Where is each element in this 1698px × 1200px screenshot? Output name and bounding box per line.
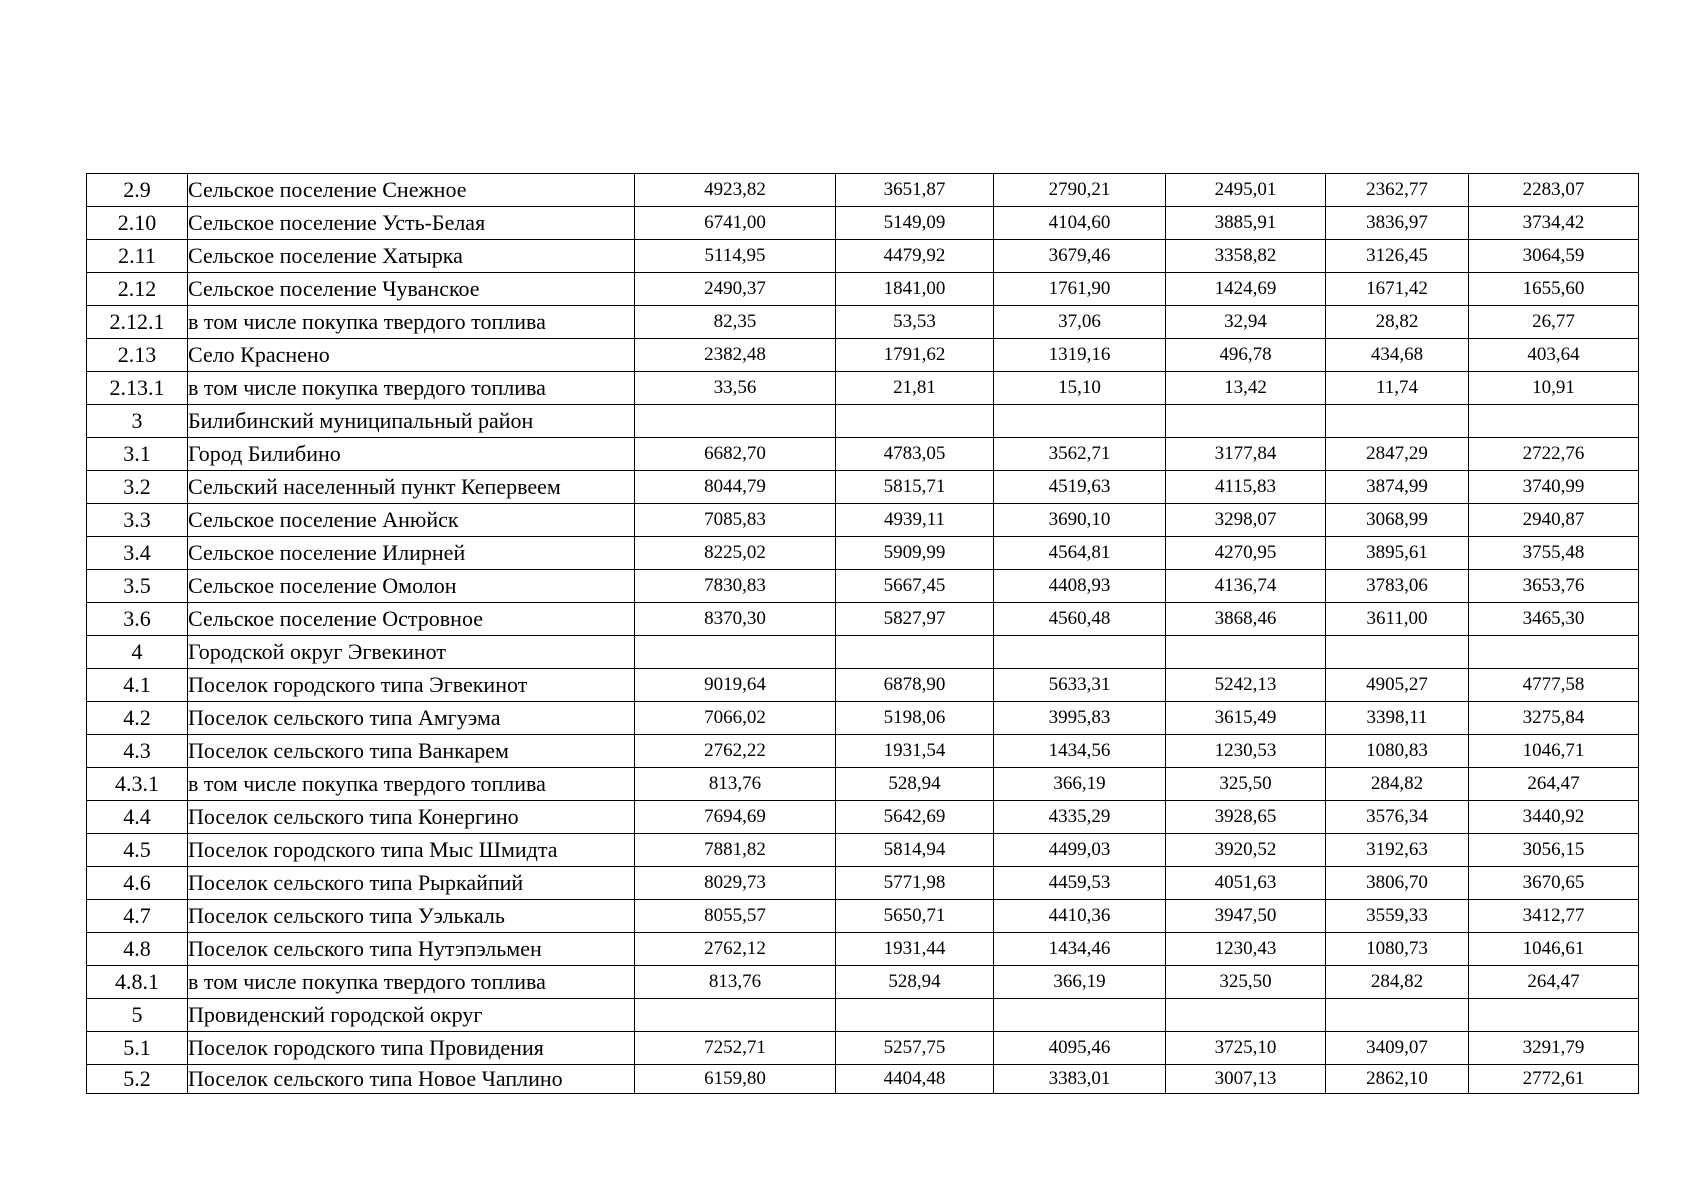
value-cell: 2847,29 bbox=[1326, 438, 1469, 471]
value-cell: 3177,84 bbox=[1166, 438, 1326, 471]
value-cell: 3783,06 bbox=[1326, 570, 1469, 603]
row-number: 2.13.1 bbox=[87, 372, 188, 405]
value-cell: 4051,63 bbox=[1166, 867, 1326, 900]
value-cell bbox=[1469, 405, 1639, 438]
value-cell: 1230,43 bbox=[1166, 933, 1326, 966]
value-cell: 1931,44 bbox=[836, 933, 994, 966]
value-cell bbox=[1469, 999, 1639, 1032]
row-name: в том числе покупка твердого топлива bbox=[188, 768, 635, 801]
table-row bbox=[87, 933, 1639, 966]
value-cell: 8029,73 bbox=[635, 867, 836, 900]
value-cell bbox=[836, 636, 994, 669]
value-cell: 434,68 bbox=[1326, 339, 1469, 372]
value-cell: 7066,02 bbox=[635, 702, 836, 735]
value-cell: 1931,54 bbox=[836, 735, 994, 768]
value-cell: 5909,99 bbox=[836, 537, 994, 570]
value-cell: 3651,87 bbox=[836, 174, 994, 207]
value-cell: 3725,10 bbox=[1166, 1032, 1326, 1065]
table-row bbox=[87, 240, 1639, 273]
value-cell: 8370,30 bbox=[635, 603, 836, 636]
value-cell: 4404,48 bbox=[836, 1065, 994, 1094]
value-cell: 3358,82 bbox=[1166, 240, 1326, 273]
value-cell: 366,19 bbox=[994, 768, 1166, 801]
row-number: 4 bbox=[87, 636, 188, 669]
value-cell: 403,64 bbox=[1469, 339, 1639, 372]
row-number: 3.1 bbox=[87, 438, 188, 471]
value-cell: 1046,71 bbox=[1469, 735, 1639, 768]
value-cell bbox=[836, 405, 994, 438]
table-row bbox=[87, 669, 1639, 702]
value-cell bbox=[836, 999, 994, 1032]
value-cell: 284,82 bbox=[1326, 768, 1469, 801]
row-number: 2.11 bbox=[87, 240, 188, 273]
value-cell: 284,82 bbox=[1326, 966, 1469, 999]
value-cell: 3298,07 bbox=[1166, 504, 1326, 537]
value-cell: 3409,07 bbox=[1326, 1032, 1469, 1065]
value-cell: 4115,83 bbox=[1166, 471, 1326, 504]
value-cell: 3836,97 bbox=[1326, 207, 1469, 240]
row-name: Городской округ Эгвекинот bbox=[188, 636, 635, 669]
value-cell: 813,76 bbox=[635, 966, 836, 999]
value-cell: 3068,99 bbox=[1326, 504, 1469, 537]
row-number: 5.1 bbox=[87, 1032, 188, 1065]
value-cell: 10,91 bbox=[1469, 372, 1639, 405]
value-cell: 1424,69 bbox=[1166, 273, 1326, 306]
row-number: 4.7 bbox=[87, 900, 188, 933]
row-number: 4.3.1 bbox=[87, 768, 188, 801]
table-row bbox=[87, 174, 1639, 207]
value-cell: 2722,76 bbox=[1469, 438, 1639, 471]
table-row bbox=[87, 702, 1639, 735]
value-cell: 4335,29 bbox=[994, 801, 1166, 834]
value-cell bbox=[994, 999, 1166, 1032]
value-cell: 3690,10 bbox=[994, 504, 1166, 537]
value-cell: 5257,75 bbox=[836, 1032, 994, 1065]
table-row bbox=[87, 603, 1639, 636]
value-cell: 1761,90 bbox=[994, 273, 1166, 306]
value-cell: 2772,61 bbox=[1469, 1065, 1639, 1094]
value-cell: 3615,49 bbox=[1166, 702, 1326, 735]
value-cell: 3947,50 bbox=[1166, 900, 1326, 933]
row-number: 4.1 bbox=[87, 669, 188, 702]
value-cell: 4777,58 bbox=[1469, 669, 1639, 702]
value-cell: 264,47 bbox=[1469, 768, 1639, 801]
value-cell bbox=[1469, 636, 1639, 669]
value-cell: 3806,70 bbox=[1326, 867, 1469, 900]
table-row bbox=[87, 1065, 1639, 1094]
value-cell: 2762,12 bbox=[635, 933, 836, 966]
value-cell bbox=[1326, 999, 1469, 1032]
row-name: Поселок сельского типа Конергино bbox=[188, 801, 635, 834]
value-cell: 1434,56 bbox=[994, 735, 1166, 768]
table-row bbox=[87, 207, 1639, 240]
value-cell: 813,76 bbox=[635, 768, 836, 801]
value-cell: 4410,36 bbox=[994, 900, 1166, 933]
value-cell: 3755,48 bbox=[1469, 537, 1639, 570]
value-cell: 2362,77 bbox=[1326, 174, 1469, 207]
value-cell: 5815,71 bbox=[836, 471, 994, 504]
value-cell: 3126,45 bbox=[1326, 240, 1469, 273]
value-cell: 5667,45 bbox=[836, 570, 994, 603]
value-cell: 5771,98 bbox=[836, 867, 994, 900]
value-cell: 8044,79 bbox=[635, 471, 836, 504]
value-cell: 37,06 bbox=[994, 306, 1166, 339]
value-cell: 4519,63 bbox=[994, 471, 1166, 504]
value-cell: 4459,53 bbox=[994, 867, 1166, 900]
value-cell: 28,82 bbox=[1326, 306, 1469, 339]
value-cell: 3056,15 bbox=[1469, 834, 1639, 867]
value-cell bbox=[635, 999, 836, 1032]
value-cell: 1791,62 bbox=[836, 339, 994, 372]
table-row bbox=[87, 570, 1639, 603]
row-number: 3.5 bbox=[87, 570, 188, 603]
value-cell: 3920,52 bbox=[1166, 834, 1326, 867]
value-cell: 1080,73 bbox=[1326, 933, 1469, 966]
value-cell: 3192,63 bbox=[1326, 834, 1469, 867]
value-cell: 7085,83 bbox=[635, 504, 836, 537]
table-row bbox=[87, 504, 1639, 537]
value-cell: 3007,13 bbox=[1166, 1065, 1326, 1094]
value-cell: 11,74 bbox=[1326, 372, 1469, 405]
value-cell: 2862,10 bbox=[1326, 1065, 1469, 1094]
value-cell: 5650,71 bbox=[836, 900, 994, 933]
value-cell: 1080,83 bbox=[1326, 735, 1469, 768]
value-cell: 3868,46 bbox=[1166, 603, 1326, 636]
data-table bbox=[86, 173, 1639, 1094]
row-name: Поселок сельского типа Нутэпэльмен bbox=[188, 933, 635, 966]
value-cell: 13,42 bbox=[1166, 372, 1326, 405]
value-cell: 7694,69 bbox=[635, 801, 836, 834]
row-number: 2.12.1 bbox=[87, 306, 188, 339]
value-cell: 1230,53 bbox=[1166, 735, 1326, 768]
value-cell: 5642,69 bbox=[836, 801, 994, 834]
row-number: 4.4 bbox=[87, 801, 188, 834]
value-cell: 3412,77 bbox=[1469, 900, 1639, 933]
table-row bbox=[87, 471, 1639, 504]
value-cell: 5814,94 bbox=[836, 834, 994, 867]
value-cell: 2490,37 bbox=[635, 273, 836, 306]
value-cell: 2283,07 bbox=[1469, 174, 1639, 207]
value-cell: 33,56 bbox=[635, 372, 836, 405]
table-row bbox=[87, 768, 1639, 801]
row-name: Сельское поселение Омолон bbox=[188, 570, 635, 603]
value-cell: 1319,16 bbox=[994, 339, 1166, 372]
value-cell: 4479,92 bbox=[836, 240, 994, 273]
value-cell: 1046,61 bbox=[1469, 933, 1639, 966]
value-cell: 3611,00 bbox=[1326, 603, 1469, 636]
row-name: в том числе покупка твердого топлива bbox=[188, 966, 635, 999]
value-cell: 3440,92 bbox=[1469, 801, 1639, 834]
row-name: Поселок сельского типа Новое Чаплино bbox=[188, 1065, 635, 1094]
value-cell: 8225,02 bbox=[635, 537, 836, 570]
value-cell: 3064,59 bbox=[1469, 240, 1639, 273]
value-cell: 2762,22 bbox=[635, 735, 836, 768]
value-cell: 3562,71 bbox=[994, 438, 1166, 471]
value-cell: 3928,65 bbox=[1166, 801, 1326, 834]
value-cell bbox=[1326, 636, 1469, 669]
value-cell: 4408,93 bbox=[994, 570, 1166, 603]
row-number: 4.2 bbox=[87, 702, 188, 735]
value-cell: 4939,11 bbox=[836, 504, 994, 537]
value-cell: 4560,48 bbox=[994, 603, 1166, 636]
row-name: Поселок сельского типа Уэлькаль bbox=[188, 900, 635, 933]
value-cell: 7252,71 bbox=[635, 1032, 836, 1065]
table-row bbox=[87, 966, 1639, 999]
value-cell: 5827,97 bbox=[836, 603, 994, 636]
value-cell: 325,50 bbox=[1166, 966, 1326, 999]
table-body bbox=[87, 174, 1639, 1094]
value-cell: 7881,82 bbox=[635, 834, 836, 867]
row-name: Город Билибино bbox=[188, 438, 635, 471]
value-cell: 6741,00 bbox=[635, 207, 836, 240]
value-cell: 4905,27 bbox=[1326, 669, 1469, 702]
row-name: Поселок сельского типа Амгуэма bbox=[188, 702, 635, 735]
value-cell: 8055,57 bbox=[635, 900, 836, 933]
row-number: 3.4 bbox=[87, 537, 188, 570]
row-name: Провиденский городской округ bbox=[188, 999, 635, 1032]
table-row bbox=[87, 999, 1639, 1032]
value-cell: 6159,80 bbox=[635, 1065, 836, 1094]
row-name: Село Краснено bbox=[188, 339, 635, 372]
row-number: 2.9 bbox=[87, 174, 188, 207]
row-name: Сельское поселение Илирней bbox=[188, 537, 635, 570]
row-number: 4.5 bbox=[87, 834, 188, 867]
value-cell: 4136,74 bbox=[1166, 570, 1326, 603]
value-cell bbox=[994, 636, 1166, 669]
table-row bbox=[87, 867, 1639, 900]
value-cell bbox=[1166, 405, 1326, 438]
row-number: 2.12 bbox=[87, 273, 188, 306]
value-cell: 1655,60 bbox=[1469, 273, 1639, 306]
value-cell: 82,35 bbox=[635, 306, 836, 339]
value-cell bbox=[635, 636, 836, 669]
value-cell: 4270,95 bbox=[1166, 537, 1326, 570]
value-cell: 5198,06 bbox=[836, 702, 994, 735]
table-row bbox=[87, 372, 1639, 405]
value-cell: 7830,83 bbox=[635, 570, 836, 603]
value-cell: 1434,46 bbox=[994, 933, 1166, 966]
row-number: 5.2 bbox=[87, 1065, 188, 1094]
row-name: Поселок городского типа Провидения bbox=[188, 1032, 635, 1065]
row-number: 3.2 bbox=[87, 471, 188, 504]
row-name: Поселок городского типа Мыс Шмидта bbox=[188, 834, 635, 867]
value-cell: 5114,95 bbox=[635, 240, 836, 273]
row-number: 5 bbox=[87, 999, 188, 1032]
row-number: 3.6 bbox=[87, 603, 188, 636]
row-name: Поселок городского типа Эгвекинот bbox=[188, 669, 635, 702]
value-cell: 5633,31 bbox=[994, 669, 1166, 702]
row-number: 2.13 bbox=[87, 339, 188, 372]
value-cell: 4499,03 bbox=[994, 834, 1166, 867]
value-cell: 1671,42 bbox=[1326, 273, 1469, 306]
value-cell: 3740,99 bbox=[1469, 471, 1639, 504]
row-number: 3.3 bbox=[87, 504, 188, 537]
row-name: Сельский населенный пункт Кепервеем bbox=[188, 471, 635, 504]
value-cell: 3874,99 bbox=[1326, 471, 1469, 504]
row-number: 4.3 bbox=[87, 735, 188, 768]
table-row bbox=[87, 537, 1639, 570]
table-row bbox=[87, 438, 1639, 471]
table-row bbox=[87, 801, 1639, 834]
row-number: 4.8.1 bbox=[87, 966, 188, 999]
value-cell bbox=[635, 405, 836, 438]
row-name: в том числе покупка твердого топлива bbox=[188, 306, 635, 339]
row-number: 4.8 bbox=[87, 933, 188, 966]
table-row bbox=[87, 273, 1639, 306]
row-number: 2.10 bbox=[87, 207, 188, 240]
value-cell: 3995,83 bbox=[994, 702, 1166, 735]
value-cell: 3465,30 bbox=[1469, 603, 1639, 636]
row-name: Поселок сельского типа Рыркайпий bbox=[188, 867, 635, 900]
row-name: Сельское поселение Чуванское bbox=[188, 273, 635, 306]
value-cell: 3291,79 bbox=[1469, 1032, 1639, 1065]
row-number: 3 bbox=[87, 405, 188, 438]
row-name: Сельское поселение Усть-Белая bbox=[188, 207, 635, 240]
value-cell: 26,77 bbox=[1469, 306, 1639, 339]
row-name: в том числе покупка твердого топлива bbox=[188, 372, 635, 405]
value-cell: 3670,65 bbox=[1469, 867, 1639, 900]
value-cell: 53,53 bbox=[836, 306, 994, 339]
row-number: 4.6 bbox=[87, 867, 188, 900]
row-name: Сельское поселение Снежное bbox=[188, 174, 635, 207]
value-cell: 6682,70 bbox=[635, 438, 836, 471]
value-cell: 32,94 bbox=[1166, 306, 1326, 339]
value-cell: 3576,34 bbox=[1326, 801, 1469, 834]
value-cell: 2495,01 bbox=[1166, 174, 1326, 207]
value-cell: 4564,81 bbox=[994, 537, 1166, 570]
value-cell: 496,78 bbox=[1166, 339, 1326, 372]
value-cell: 366,19 bbox=[994, 966, 1166, 999]
value-cell: 3679,46 bbox=[994, 240, 1166, 273]
value-cell: 3653,76 bbox=[1469, 570, 1639, 603]
value-cell: 2940,87 bbox=[1469, 504, 1639, 537]
value-cell: 5149,09 bbox=[836, 207, 994, 240]
value-cell: 3275,84 bbox=[1469, 702, 1639, 735]
row-name: Поселок сельского типа Ванкарем bbox=[188, 735, 635, 768]
value-cell: 21,81 bbox=[836, 372, 994, 405]
table-row bbox=[87, 834, 1639, 867]
value-cell: 264,47 bbox=[1469, 966, 1639, 999]
value-cell: 9019,64 bbox=[635, 669, 836, 702]
value-cell: 2790,21 bbox=[994, 174, 1166, 207]
value-cell: 5242,13 bbox=[1166, 669, 1326, 702]
value-cell: 2382,48 bbox=[635, 339, 836, 372]
value-cell: 1841,00 bbox=[836, 273, 994, 306]
value-cell: 4783,05 bbox=[836, 438, 994, 471]
value-cell bbox=[994, 405, 1166, 438]
value-cell: 3885,91 bbox=[1166, 207, 1326, 240]
value-cell: 528,94 bbox=[836, 768, 994, 801]
value-cell: 325,50 bbox=[1166, 768, 1326, 801]
value-cell: 3559,33 bbox=[1326, 900, 1469, 933]
value-cell: 528,94 bbox=[836, 966, 994, 999]
table-row bbox=[87, 900, 1639, 933]
value-cell: 3734,42 bbox=[1469, 207, 1639, 240]
table-row bbox=[87, 306, 1639, 339]
value-cell bbox=[1326, 405, 1469, 438]
value-cell: 3398,11 bbox=[1326, 702, 1469, 735]
value-cell bbox=[1166, 636, 1326, 669]
value-cell: 4104,60 bbox=[994, 207, 1166, 240]
value-cell: 4923,82 bbox=[635, 174, 836, 207]
value-cell bbox=[1166, 999, 1326, 1032]
table-row bbox=[87, 735, 1639, 768]
table-row bbox=[87, 1032, 1639, 1065]
table-row bbox=[87, 636, 1639, 669]
row-name: Сельское поселение Хатырка bbox=[188, 240, 635, 273]
value-cell: 3895,61 bbox=[1326, 537, 1469, 570]
value-cell: 4095,46 bbox=[994, 1032, 1166, 1065]
table-row bbox=[87, 405, 1639, 438]
value-cell: 3383,01 bbox=[994, 1065, 1166, 1094]
row-name: Сельское поселение Островное bbox=[188, 603, 635, 636]
table-row bbox=[87, 339, 1639, 372]
value-cell: 15,10 bbox=[994, 372, 1166, 405]
value-cell: 6878,90 bbox=[836, 669, 994, 702]
row-name: Сельское поселение Анюйск bbox=[188, 504, 635, 537]
row-name: Билибинский муниципальный район bbox=[188, 405, 635, 438]
